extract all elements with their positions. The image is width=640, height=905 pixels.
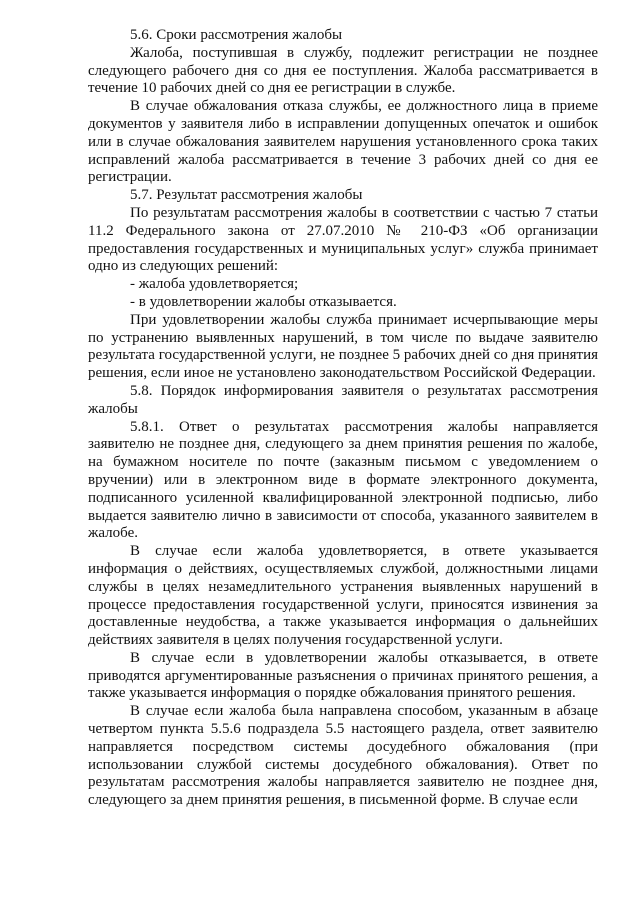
paragraph-if-refused: В случае если в удовлетворении жалобы отказывается, в ответе приводятся аргументированные разъяснения о причинах принятого решения, а также указывается информация о порядке обжалования принятого решения. bbox=[88, 649, 598, 702]
section-heading-5-6: 5.6. Сроки рассмотрения жалобы bbox=[130, 27, 343, 43]
document-body bbox=[88, 27, 598, 810]
paragraph-if-satisfied: В случае если жалоба удовлетворяется, в ответе указывается информация о действиях, осуществляемых службой, должностными лицами службы в целях незамедлительного устранения выявленных нарушений в процессе предоставления государственной услуги, приносятся извинения за доставленные неудобства, а также указывается информация о дальнейших действиях заявителя в целях получения государственной услуги. bbox=[88, 543, 598, 649]
paragraph-appeal-refusal: В случае обжалования отказа службы, ее должностного лица в приеме документов у заявителя либо в исправлении допущенных опечаток и ошибок или в случае обжалования заявителем нарушения установленного срока таких исправлений жалоба рассматривается в течение 3 рабочих дней со дня ее регистрации. bbox=[88, 98, 598, 186]
list-item-refused: - в удовлетворении жалобы отказывается. bbox=[130, 293, 397, 310]
list-item-satisfied: - жалоба удовлетворяется; bbox=[130, 276, 299, 293]
paragraph-registration: Жалоба, поступившая в службу, подлежит регистрации не позднее следующего рабочего дня со дня ее поступления. Жалоба рассматривается в течение 10 рабочих дней со дня ее регистрации в службе. bbox=[88, 44, 598, 97]
paragraph-pretrial-system: В случае если жалоба была направлена способом, указанным в абзаце четвертом пункта 5.5.6 подраздела 5.5 настоящего раздела, ответ заявителю направляется посредством системы досудебного обжалования (при использовании службой системы досудебного обжалования). Ответ по результатам рассмотрения жалобы направляется заявителю не позднее дня, следующего за днем принятия решения, в письменной форме. В случае если bbox=[88, 703, 598, 809]
section-heading-5-7: 5.7. Результат рассмотрения жалобы bbox=[130, 187, 363, 204]
paragraph-decision-basis: По результатам рассмотрения жалобы в соответствии с частью 7 статьи 11.2 Федерального закона от 27.07.2010 № 210-ФЗ «Об организации предоставления государственных и муниципальных услуг» служба принимает одно из следующих решений: bbox=[88, 204, 598, 275]
paragraph-satisfaction-measures: При удовлетворении жалобы служба принимает исчерпывающие меры по устранению выявленных нарушений, в том числе по выдаче заявителю результата государственной услуги, не позднее 5 рабочих дней со дня принятия решения, если иное не установлено законодательством Российской Федерации. bbox=[88, 311, 598, 382]
paragraph-5-8-1: 5.8.1. Ответ о результатах рассмотрения жалобы направляется заявителю не позднее дня, следующего за днем принятия решения по жалобе, на бумажном носителе по почте (заказным письмом с уведомлением о вручении) или в электронном виде в формате электронного документа, подписанного усиленной квалифицированной электронной подписью, либо выдается заявителю лично в зависимости от способа, указанного заявителем в жалобе. bbox=[88, 418, 598, 542]
section-heading-5-8: 5.8. Порядок информирования заявителя о результатах рассмотрения жалобы bbox=[88, 382, 598, 417]
